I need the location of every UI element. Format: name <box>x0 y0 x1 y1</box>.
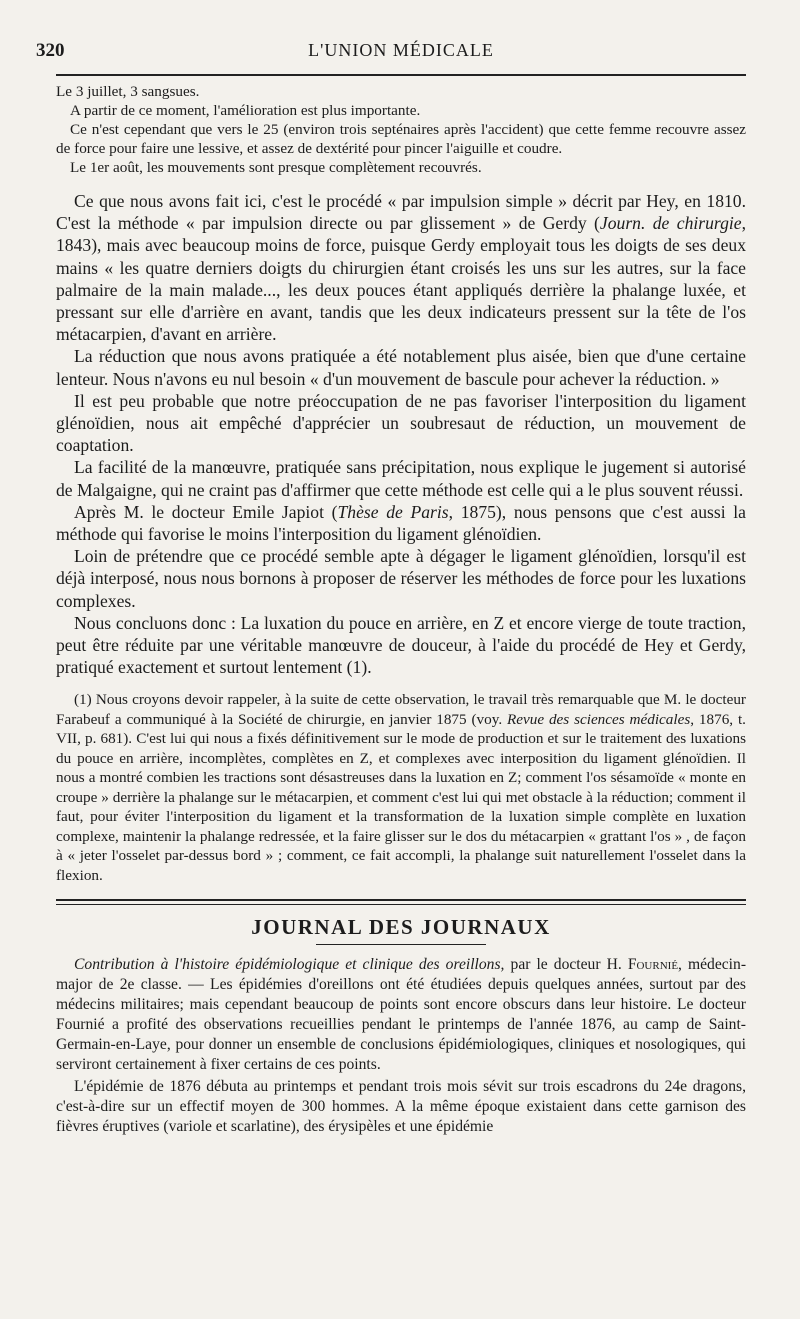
citation: Thèse de Paris <box>337 501 449 522</box>
page-header <box>36 36 746 66</box>
observation-line: A partir de ce moment, l'amélioration est plus importante. <box>70 102 421 119</box>
body-paragraph: Après M. le docteur Emile Japiot (Thèse de Paris, 1875), nous pensons que c'est aussi la méthode qui favorise le moins l'interposition du ligament glénoïdien. <box>56 501 746 545</box>
running-title: L'UNION MÉDICALE <box>308 40 494 60</box>
article-paragraph: L'épidémie de 1876 débuta au printemps et pendant trois mois sévit sur trois escadrons du 24e dragons, c'est-à-dire sur un effectif moyen de 300 hommes. A la même époque existaient dans cette garnison des fièvres éruptives (variole et scarlatine), des érysipèles et une épidémie <box>56 1078 746 1136</box>
body-paragraph: Ce que nous avons fait ici, c'est le procédé « par impulsion simple » décrit par Hey, en 1810. C'est la méthode « par impulsion directe ou par glissement » de Gerdy (Journ. de chirurgie, 1843), mais avec beaucoup moins de force, puisque Gerdy employait tous les doigts de ses deux mains « les quatre derniers doigts du chirurgien étant croisés les uns sur les autres, sur la face palmaire de la main malade..., les deux pouces étant appliqués derrière la phalange luxée, et pressant sur elle d'arrière en avant, tandis que les deux indicateurs pressent sur la tête de l'os métacarpien, d'avant en arrière. <box>56 191 746 345</box>
footnote: (1) Nous croyons devoir rappeler, à la suite de cette observation, le travail très remarquable que M. le docteur Farabeuf a communiqué à la Société de chirurgie, en janvier 1875 (voy. Revue des sciences médicales, 1876, t. VII, p. 681). C'est lui qui nous a fixés définitivement sur le mode de production et sur le traitement des luxations du pouce en arrière, incomplètes, complètes en Z, et complexes avec interposition du ligament glénoïdien. Il nous a montré combien les tractions sont désastreuses dans la luxation en Z; comment l'os sésamoïde « monte en croupe » derrière la phalange sur le métacarpien, et comment c'est lui qui met obstacle à la réduction; comment il faut, pour éviter l'interposition du ligament et la transformation de la luxation simple complète en luxation complexe, maintenir la phalange redressée, et la faire glisser sur le dos du métacarpien « grattant l'os » , de façon à « jeter l'osselet par-dessus bord » ; comment, ce fait accompli, la phalange suit naturellement l'osselet dans la flexion. <box>56 691 746 884</box>
observation-line: Le 3 juillet, 3 sangsues. <box>56 83 200 100</box>
citation: Revue des sciences médicales <box>507 710 691 728</box>
body-paragraph: La réduction que nous avons pratiquée a été notablement plus aisée, bien que d'une certaine lenteur. Nous n'avons eu nul besoin « d'un mouvement de bascule pour achever la réduction. » <box>56 346 746 389</box>
observation-line: Ce n'est cependant que vers le 25 (environ trois septénaires après l'accident) que cette femme recouvre assez de force pour faire une lessive, et assez de dextérité pour pincer l'aiguille et coudre. <box>56 121 746 157</box>
body-paragraph: Il est peu probable que notre préoccupation de ne pas favoriser l'interposition du ligament glénoïdien, nous ait empêché d'apprécier un soubresaut de réduction, un mouvement de coaptation. <box>56 390 746 456</box>
journal-page <box>36 36 747 1137</box>
observation-line: Le 1er août, les mouvements sont presque complètement recouvrés. <box>70 159 482 176</box>
section-heading: JOURNAL DES JOURNAUX <box>251 915 551 940</box>
article-intro: Contribution à l'histoire épidémiologique et clinique des oreillons, par le docteur H. Fournié, médecin-major de 2e classe. — Les épidémies d'oreillons ont été étudiées depuis quelques années, surtout par des médecins militaires; mais cependant beaucoup de points sont encore obscurs dans leur histoire. Le docteur Fournié a profité des observations recueillies pendant le printemps de l'année 1876, au camp de Saint-Germain-en-Laye, pour donner un ensemble de conclusions épidémiologiques, cliniques et nosologiques, qui serviront certainement à fixer certains de ces points. <box>56 956 747 1074</box>
body-paragraph: La facilité de la manœuvre, pratiquée sans précipitation, nous explique le jugement si autorisé de Malgaigne, qui ne craint pas d'affirmer que cette méthode est celle qui a le plus souvent réussi. <box>56 457 746 500</box>
header-rule <box>56 74 746 76</box>
section-rule <box>56 899 746 905</box>
author-name: Fournié <box>627 956 679 974</box>
citation: Journ. de chirurgie <box>599 213 742 234</box>
page-number: 320 <box>36 40 65 61</box>
article-title: Contribution à l'histoire épidémiologique et clinique des oreillons, <box>74 956 505 974</box>
heading-underline <box>316 944 486 945</box>
body-paragraph: Nous concluons donc : La luxation du pouce en arrière, en Z et encore vierge de toute traction, peut être réduite par une véritable manœuvre de douceur, à l'aide du procédé de Hey et Gerdy, pratiqué exactement et surtout lentement (1). <box>56 612 746 678</box>
body-paragraph: Loin de prétendre que ce procédé semble apte à dégager le ligament glénoïdien, lorsqu'il est déjà interposé, nous nous bornons à proposer de réserver les méthodes de force pour les luxations complexes. <box>56 546 746 611</box>
